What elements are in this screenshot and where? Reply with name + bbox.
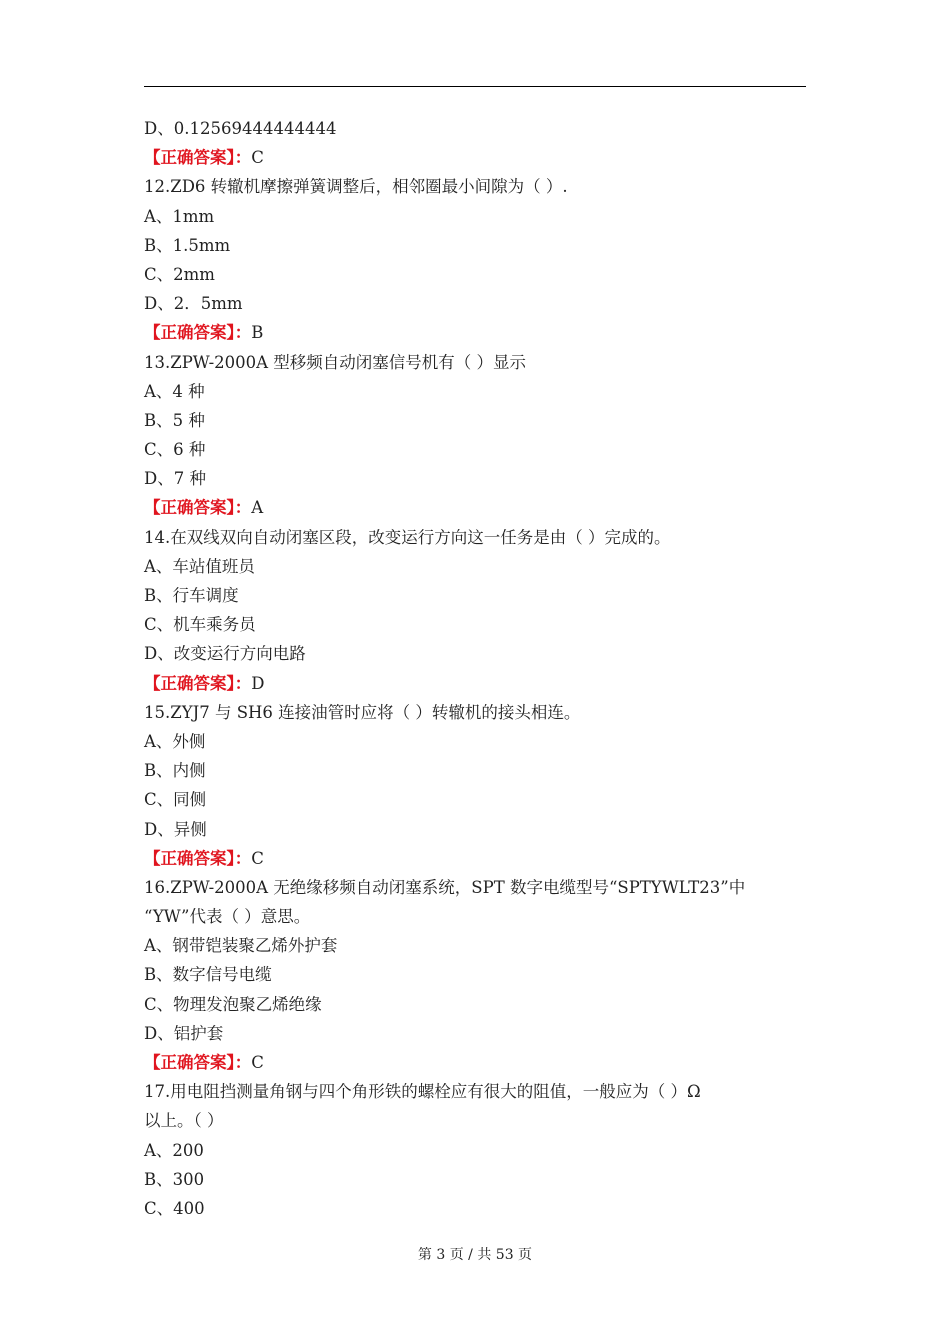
question-text-line-1: 16.ZPW-2000A 无绝缘移频自动闭塞系统，SPT 数字电缆型号“SPTYWLT23”中 bbox=[144, 877, 746, 897]
question-text: 15.ZYJ7 与 SH6 连接油管时应将（ ）转辙机的接头相连。 bbox=[144, 702, 581, 722]
answer-label: 【正确答案】： bbox=[144, 148, 252, 168]
option-a: A、外侧 bbox=[144, 731, 206, 751]
option-b: B、300 bbox=[144, 1169, 205, 1189]
answer-value: B bbox=[251, 323, 264, 343]
option-c: C、2mm bbox=[144, 264, 215, 284]
correct-answer bbox=[144, 493, 806, 522]
option-a: A、钢带铠装聚乙烯外护套 bbox=[144, 936, 338, 956]
answer-value: C bbox=[251, 1053, 264, 1072]
option-d: D、异侧 bbox=[144, 819, 207, 839]
page-footer: 第 3 页 / 共 53 页 bbox=[417, 1247, 533, 1263]
option-d: D、0.12569444444444 bbox=[144, 119, 337, 138]
option-a: A、200 bbox=[144, 1140, 204, 1160]
header-rule bbox=[144, 86, 806, 87]
option-c: C、400 bbox=[144, 1198, 205, 1218]
option-c: C、物理发泡聚乙烯绝缘 bbox=[144, 994, 322, 1014]
question-block-15 bbox=[144, 698, 806, 873]
option-d: D、2．5mm bbox=[144, 294, 243, 314]
option-b: B、数字信号电缆 bbox=[144, 965, 272, 985]
question-block-13 bbox=[144, 348, 806, 523]
answer-label: 【正确答案】： bbox=[144, 498, 252, 518]
option-d: D、铝护套 bbox=[144, 1023, 224, 1043]
answer-label: 【正确答案】： bbox=[144, 673, 252, 693]
option-d: D、改变运行方向电路 bbox=[144, 644, 306, 664]
option-c: C、6 种 bbox=[144, 440, 206, 460]
question-text: 12.ZD6 转辙机摩擦弹簧调整后，相邻圈最小间隙为（ ）. bbox=[144, 177, 568, 197]
option-b: B、1.5mm bbox=[144, 235, 231, 255]
option-c: C、同侧 bbox=[144, 790, 207, 810]
question-text-line-2: 以上。（ ） bbox=[144, 1111, 224, 1131]
question-block-12 bbox=[144, 172, 806, 347]
answer-value: C bbox=[251, 148, 264, 168]
option-a: A、1mm bbox=[144, 206, 215, 226]
correct-answer bbox=[144, 1048, 806, 1077]
option-a: A、4 种 bbox=[144, 381, 205, 401]
answer-value: D bbox=[251, 673, 265, 693]
question-block-14 bbox=[144, 523, 806, 698]
correct-answer bbox=[144, 318, 806, 347]
option-c: C、机车乘务员 bbox=[144, 615, 256, 635]
question-text-line-2: “YW”代表（ ）意思。 bbox=[144, 907, 311, 927]
answer-value: A bbox=[251, 498, 264, 518]
option-b: B、内侧 bbox=[144, 761, 206, 781]
question-text: 13.ZPW-2000A 型移频自动闭塞信号机有（ ）显示 bbox=[144, 352, 527, 372]
option-b: B、行车调度 bbox=[144, 586, 239, 605]
question-block-16 bbox=[144, 873, 806, 1077]
option-d: D、7 种 bbox=[144, 469, 206, 489]
page-content bbox=[144, 114, 806, 1223]
question-text-line-1: 17.用电阻挡测量角钢与四个角形铁的螺栓应有很大的阻值，一般应为（ ）Ω bbox=[144, 1082, 701, 1102]
answer-label: 【正确答案】： bbox=[144, 323, 252, 343]
question-text: 14.在双线双向自动闭塞区段，改变运行方向这一任务是由（ ）完成的。 bbox=[144, 527, 671, 547]
option-b: B、5 种 bbox=[144, 410, 205, 430]
answer-label: 【正确答案】： bbox=[144, 848, 252, 868]
correct-answer bbox=[144, 143, 806, 172]
correct-answer bbox=[144, 844, 806, 873]
answer-label: 【正确答案】： bbox=[144, 1053, 252, 1072]
correct-answer bbox=[144, 669, 806, 698]
question-block-17 bbox=[144, 1077, 806, 1223]
answer-value: C bbox=[251, 848, 264, 868]
option-a: A、车站值班员 bbox=[144, 556, 255, 576]
